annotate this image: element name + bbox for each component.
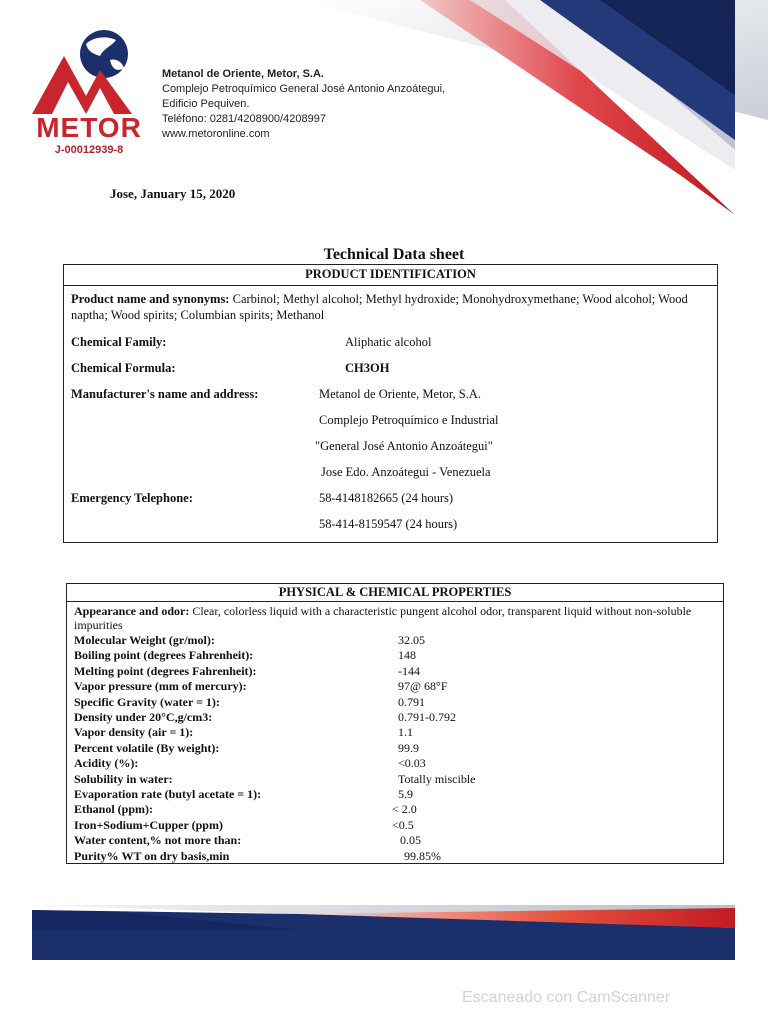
company-phone: Teléfono: 0281/4208900/4208997 bbox=[162, 113, 326, 125]
product-identification-box bbox=[63, 264, 718, 543]
property-value: 99.85% bbox=[404, 848, 441, 863]
property-row bbox=[74, 633, 714, 648]
property-label: Vapor density (air = 1): bbox=[74, 725, 194, 740]
property-value: 97@ 68°F bbox=[398, 679, 448, 694]
appearance-value: Clear, colorless liquid with a characteristic pungent alcohol odor, transparent liquid without non-soluble impurities bbox=[74, 604, 692, 632]
company-address-line2: Edificio Pequiven. bbox=[162, 98, 250, 110]
footer-decoration bbox=[0, 900, 768, 965]
document-title: Technical Data sheet bbox=[323, 246, 465, 263]
property-row bbox=[74, 710, 714, 725]
property-row bbox=[74, 725, 714, 740]
property-label: Density under 20°C,g/cm3: bbox=[74, 710, 213, 724]
synonyms-label: Product name and synonyms: bbox=[71, 292, 230, 306]
property-value: 99.9 bbox=[398, 740, 419, 755]
manufacturer-label: Manufacturer's name and address: bbox=[71, 387, 259, 401]
property-row bbox=[74, 818, 714, 833]
property-row bbox=[74, 787, 714, 802]
property-label: Solubility in water: bbox=[74, 771, 173, 786]
camscanner-watermark: Escaneado con CamScanner bbox=[462, 989, 671, 1006]
appearance-label: Appearance and odor: bbox=[74, 604, 190, 618]
manufacturer-line: "General José Antonio Anzoátegui" bbox=[315, 439, 493, 453]
product-synonyms bbox=[71, 291, 701, 323]
property-row bbox=[74, 802, 714, 817]
synonyms-value: Carbinol; Methyl alcohol; Methyl hydroxide; Monohydroxymethane; Wood alcohol; Wood naptha; Wood spirits; Columbian spirits; Methanol bbox=[71, 292, 688, 322]
physical-chemical-properties-box bbox=[66, 583, 724, 864]
property-label: Vapor pressure (mm of mercury): bbox=[74, 679, 247, 694]
property-value: 0.05 bbox=[400, 833, 421, 848]
property-label: Percent volatile (By weight): bbox=[74, 740, 220, 755]
property-label: Molecular Weight (gr/mol): bbox=[74, 633, 215, 647]
property-value: 5.9 bbox=[398, 787, 413, 801]
chemical-family-label: Chemical Family: bbox=[71, 335, 167, 349]
property-row bbox=[74, 849, 714, 864]
property-value: <0.5 bbox=[392, 817, 414, 832]
property-label: Acidity (%): bbox=[74, 756, 139, 771]
chemical-formula-value: CH3OH bbox=[345, 361, 390, 375]
emergency-telephone-1: 58-4148182665 (24 hours) bbox=[319, 491, 454, 505]
property-value: < 2.0 bbox=[392, 802, 417, 817]
property-value: 32.05 bbox=[398, 633, 425, 647]
manufacturer-line: Metanol de Oriente, Metor, S.A. bbox=[319, 387, 481, 401]
document-date: Jose, January 15, 2020 bbox=[110, 186, 236, 201]
chemical-family-value: Aliphatic alcohol bbox=[345, 335, 432, 349]
property-row bbox=[74, 648, 714, 663]
property-label: Iron+Sodium+Cupper (ppm) bbox=[74, 817, 223, 832]
property-row bbox=[74, 695, 714, 710]
property-value: Totally miscible bbox=[398, 771, 476, 786]
property-label: Ethanol (ppm): bbox=[74, 802, 154, 817]
property-label: Specific Gravity (water = 1): bbox=[74, 694, 220, 709]
company-info bbox=[162, 67, 522, 142]
property-row bbox=[74, 741, 714, 756]
property-row bbox=[74, 756, 714, 771]
property-row bbox=[74, 664, 714, 679]
logo-brand-text: METOR bbox=[36, 112, 142, 143]
company-address-line1: Complejo Petroquímico General José Antonio Anzoátegui, bbox=[162, 83, 446, 95]
property-value: -144 bbox=[398, 663, 420, 678]
property-value: 148 bbox=[398, 648, 416, 663]
appearance-and-odor bbox=[74, 604, 714, 632]
product-identification-heading: PRODUCT IDENTIFICATION bbox=[64, 265, 717, 286]
property-value: <0.03 bbox=[398, 756, 426, 771]
property-value: 0.791 bbox=[398, 694, 425, 709]
property-label: Purity% WT on dry basis,min bbox=[74, 848, 230, 863]
property-row bbox=[74, 833, 714, 848]
manufacturer-line: Jose Edo. Anzoátegui - Venezuela bbox=[321, 465, 491, 479]
company-website: www.metoronline.com bbox=[162, 128, 270, 140]
emergency-telephone-2: 58-414-8159547 (24 hours) bbox=[319, 517, 458, 531]
emergency-telephone-label: Emergency Telephone: bbox=[71, 491, 193, 505]
physical-chemical-heading: PHYSICAL & CHEMICAL PROPERTIES bbox=[67, 584, 723, 602]
property-value: 0.791-0.792 bbox=[398, 710, 456, 724]
property-label: Evaporation rate (butyl acetate = 1): bbox=[74, 787, 262, 801]
property-label: Water content,% not more than: bbox=[74, 833, 242, 848]
property-row bbox=[74, 772, 714, 787]
property-label: Melting point (degrees Fahrenheit): bbox=[74, 663, 257, 678]
company-name: Metanol de Oriente, Metor, S.A. bbox=[162, 68, 324, 80]
company-rif: J-00012939-8 bbox=[54, 144, 124, 156]
manufacturer-line: Complejo Petroquímico e Industrial bbox=[319, 413, 499, 427]
property-label: Boiling point (degrees Fahrenheit): bbox=[74, 648, 254, 663]
chemical-formula-label: Chemical Formula: bbox=[71, 361, 176, 375]
property-row bbox=[74, 679, 714, 694]
property-value: 1.1 bbox=[398, 725, 413, 740]
